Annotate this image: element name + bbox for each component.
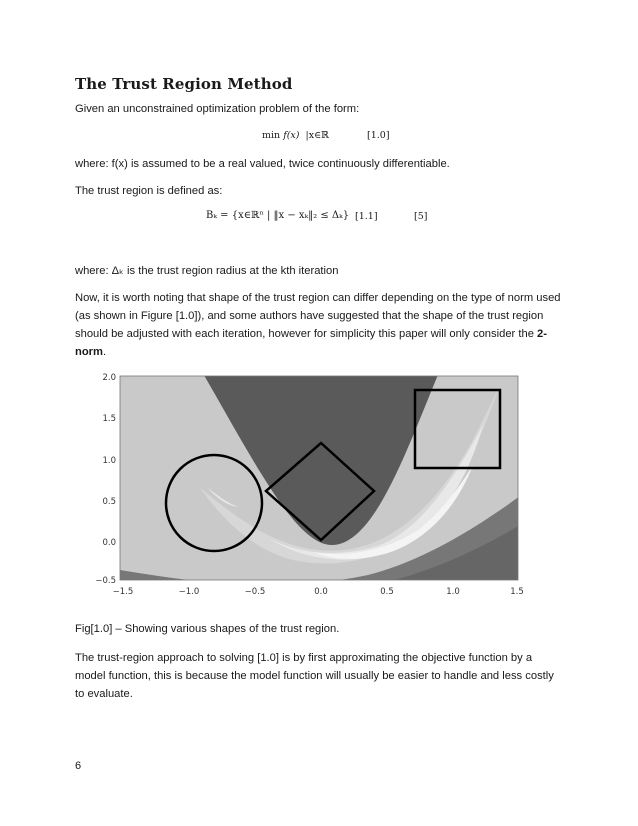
- y-tick-label: 2.0: [102, 373, 116, 383]
- eq1-min: min: [262, 130, 281, 141]
- equation-1-0-number: [1.0]: [367, 130, 390, 141]
- norm-paragraph: [75, 289, 565, 361]
- trust-region-approach-paragraph: The trust-region approach to solving [1.0] is by first approximating the objective function by a model function, this is because the model function will usually be easier to handle and less costly to evaluate.: [75, 652, 554, 700]
- x-tick-label: 1.5: [510, 587, 524, 597]
- x-axis-ticks: [113, 587, 524, 597]
- x-tick-label: 0.0: [314, 587, 328, 597]
- where-fx-text: where: f(x) is assumed to be a real valued, twice continuously differentiable.: [75, 158, 450, 170]
- x-tick-label: 0.5: [380, 587, 394, 597]
- x-tick-label: −1.5: [112, 587, 134, 597]
- equation-1-0: [262, 130, 329, 141]
- norm-paragraph-text: Now, it is worth noting that shape of the trust region can differ depending on the type of norm used (as shown in Figure [1.0]), and some authors have suggested that the shape of the trust region should be adjusted with each iteration, however for simplicity this paper will only consider the: [75, 292, 561, 340]
- y-tick-label: 1.5: [102, 414, 116, 424]
- y-tick-label: 0.5: [102, 497, 116, 507]
- eq1-fx: f(x): [283, 130, 300, 141]
- norm-paragraph-end: .: [102, 346, 107, 358]
- equation-1-1-number: [1.1]: [355, 211, 378, 222]
- figure-caption: Fig[1.0] – Showing various shapes of the trust region.: [75, 623, 340, 635]
- equation-1-1: Bₖ = {x∈ℝⁿ | ‖x − xₖ‖₂ ≤ Δₖ}: [206, 210, 350, 221]
- reference-5: [5]: [414, 211, 428, 222]
- norm-paragraph-bold: 2-norm: [75, 328, 547, 358]
- y-tick-label: 0.0: [102, 538, 116, 548]
- trust-region-defined-text: The trust region is defined as:: [75, 185, 223, 197]
- x-tick-label: −1.0: [178, 587, 200, 597]
- where-delta-text: where: Δₖ is the trust region radius at the kth iteration: [75, 265, 339, 277]
- y-axis-ticks: [95, 373, 116, 586]
- eq1-domain: |x∈ℝ: [305, 130, 330, 141]
- page-number: 6: [75, 760, 82, 772]
- trust-region-figure: [88, 370, 528, 605]
- x-tick-label: 1.0: [446, 587, 460, 597]
- y-tick-label: 1.0: [102, 456, 116, 466]
- section-title: The Trust Region Method: [75, 75, 293, 93]
- intro-text: Given an unconstrained optimization problem of the form:: [75, 103, 360, 115]
- x-tick-label: −0.5: [244, 587, 266, 597]
- y-tick-label: −0.5: [95, 576, 116, 586]
